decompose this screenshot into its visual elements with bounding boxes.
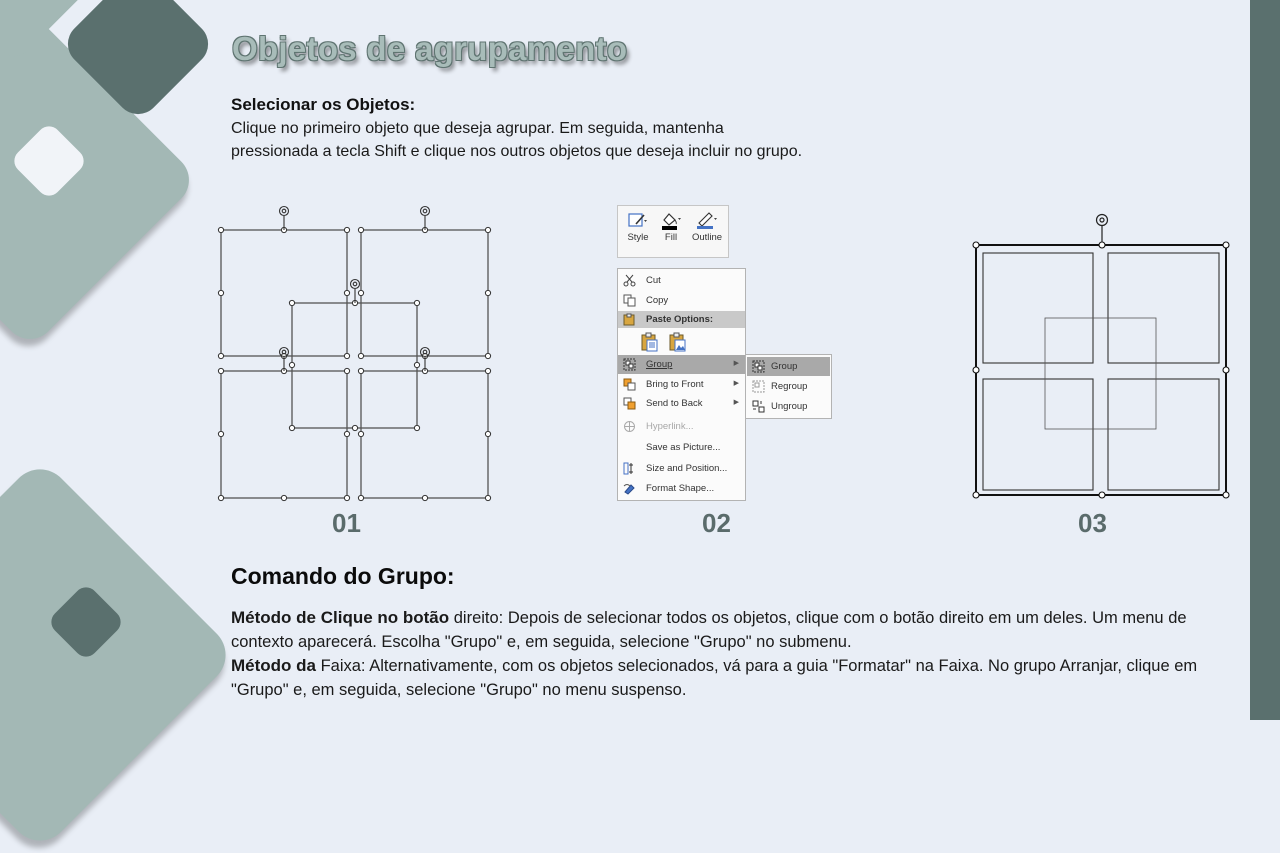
copy-icon	[623, 294, 636, 307]
submenu-arrow-icon: ▶	[733, 360, 739, 367]
menu-item-size-and-position-label: Size and Position...	[646, 463, 728, 474]
paste-options-buttons	[618, 330, 745, 354]
group-icon	[752, 360, 765, 373]
menu-item-send-to-back[interactable]	[618, 394, 745, 413]
ribbon-fill-button[interactable]	[654, 210, 688, 243]
submenu-item-regroup-label: Regroup	[771, 381, 808, 392]
submenu-item-group-label: Group	[771, 361, 798, 372]
submenu-item-ungroup-label: Ungroup	[771, 401, 808, 412]
illustration-03-grouped-shapes	[965, 208, 1240, 508]
ribbon-shape-styles	[617, 205, 729, 258]
menu-paste-options-header	[618, 311, 745, 328]
ribbon-style-button[interactable]	[621, 210, 655, 243]
method1-label: Método de Clique no botão	[231, 608, 450, 627]
menu-item-group[interactable]	[618, 355, 745, 374]
format-shape-icon	[623, 482, 636, 495]
menu-item-cut[interactable]	[618, 271, 745, 290]
method1-text: direito: Depois de selecionar todos os objetos, clique com o botão direito em um deles. Um menu de contexto aparecerá. Escolha "Grupo" e, em seguida, selecione "Grupo" no submenu.	[231, 609, 1187, 651]
menu-item-bring-to-front-label: Bring to Front	[646, 379, 704, 390]
submenu-item-ungroup[interactable]	[747, 397, 830, 416]
group-submenu	[745, 354, 832, 419]
submenu-arrow-icon: ▶	[733, 380, 739, 387]
method2-text: Faixa: Alternativamente, com os objetos selecionados, vá para a guia "Formatar" na Faixa. No grupo Arranjar, clique em "Grupo" e, em seguida, selecione "Grupo" no menu suspenso.	[231, 657, 1198, 699]
group-icon	[623, 358, 636, 371]
ribbon-style-label: Style	[627, 232, 649, 243]
outline-pen-icon	[688, 210, 726, 232]
menu-item-hyperlink-label: Hyperlink...	[646, 421, 694, 432]
ribbon-fill-label: Fill	[664, 232, 678, 243]
decor-right-bar	[1250, 0, 1280, 720]
submenu-arrow-icon: ▶	[733, 399, 739, 406]
menu-item-save-as-picture[interactable]	[618, 438, 745, 457]
step-number-02: 02	[702, 508, 731, 538]
paste-keep-formatting-icon[interactable]	[641, 332, 659, 352]
menu-item-group-label: Group	[646, 359, 673, 370]
menu-item-cut-label: Cut	[646, 275, 661, 286]
menu-item-hyperlink[interactable]	[618, 417, 745, 436]
method1-paragraph	[231, 606, 1221, 654]
clipboard-icon	[623, 313, 636, 326]
menu-item-send-to-back-label: Send to Back	[646, 398, 703, 409]
paste-as-picture-icon[interactable]	[669, 332, 687, 352]
menu-item-copy[interactable]	[618, 291, 745, 310]
command-heading: Comando do Grupo:	[231, 563, 455, 589]
submenu-item-group[interactable]	[747, 357, 830, 376]
decor-shape-bottom-light	[0, 457, 238, 853]
select-text-line1: Clique no primeiro objeto que deseja agrupar. Em seguida, mantenha	[231, 120, 724, 137]
scissors-icon	[623, 274, 636, 287]
fill-bucket-icon	[654, 210, 688, 232]
regroup-icon	[752, 380, 765, 393]
select-heading: Selecionar os Objetos:	[231, 95, 416, 114]
menu-item-save-as-picture-label: Save as Picture...	[646, 442, 721, 453]
ungroup-icon	[752, 400, 765, 413]
select-text-line2: pressionada a tecla Shift e clique nos outros objetos que deseja incluir no grupo.	[231, 143, 803, 160]
menu-item-format-shape-label: Format Shape...	[646, 483, 715, 494]
menu-item-copy-label: Copy	[646, 295, 669, 306]
send-to-back-icon	[623, 397, 636, 410]
ribbon-outline-button[interactable]	[688, 210, 726, 243]
ribbon-outline-label: Outline	[691, 232, 723, 243]
slide-title: Objetos de agrupamento	[232, 30, 628, 67]
step-number-03: 03	[1078, 508, 1107, 538]
size-position-icon	[623, 462, 636, 475]
illustration-01-selected-shapes	[210, 200, 500, 505]
submenu-item-regroup[interactable]	[747, 377, 830, 396]
step-number-01: 01	[332, 508, 361, 538]
bring-to-front-icon	[623, 378, 636, 391]
method2-label: Método da	[231, 656, 316, 675]
menu-item-size-and-position[interactable]	[618, 459, 745, 478]
hyperlink-icon	[623, 420, 636, 433]
method2-paragraph	[231, 654, 1221, 702]
paste-options-label: Paste Options:	[646, 314, 714, 325]
menu-item-format-shape[interactable]	[618, 479, 745, 498]
style-icon	[621, 210, 655, 232]
context-menu	[617, 268, 746, 501]
menu-item-bring-to-front[interactable]	[618, 375, 745, 394]
